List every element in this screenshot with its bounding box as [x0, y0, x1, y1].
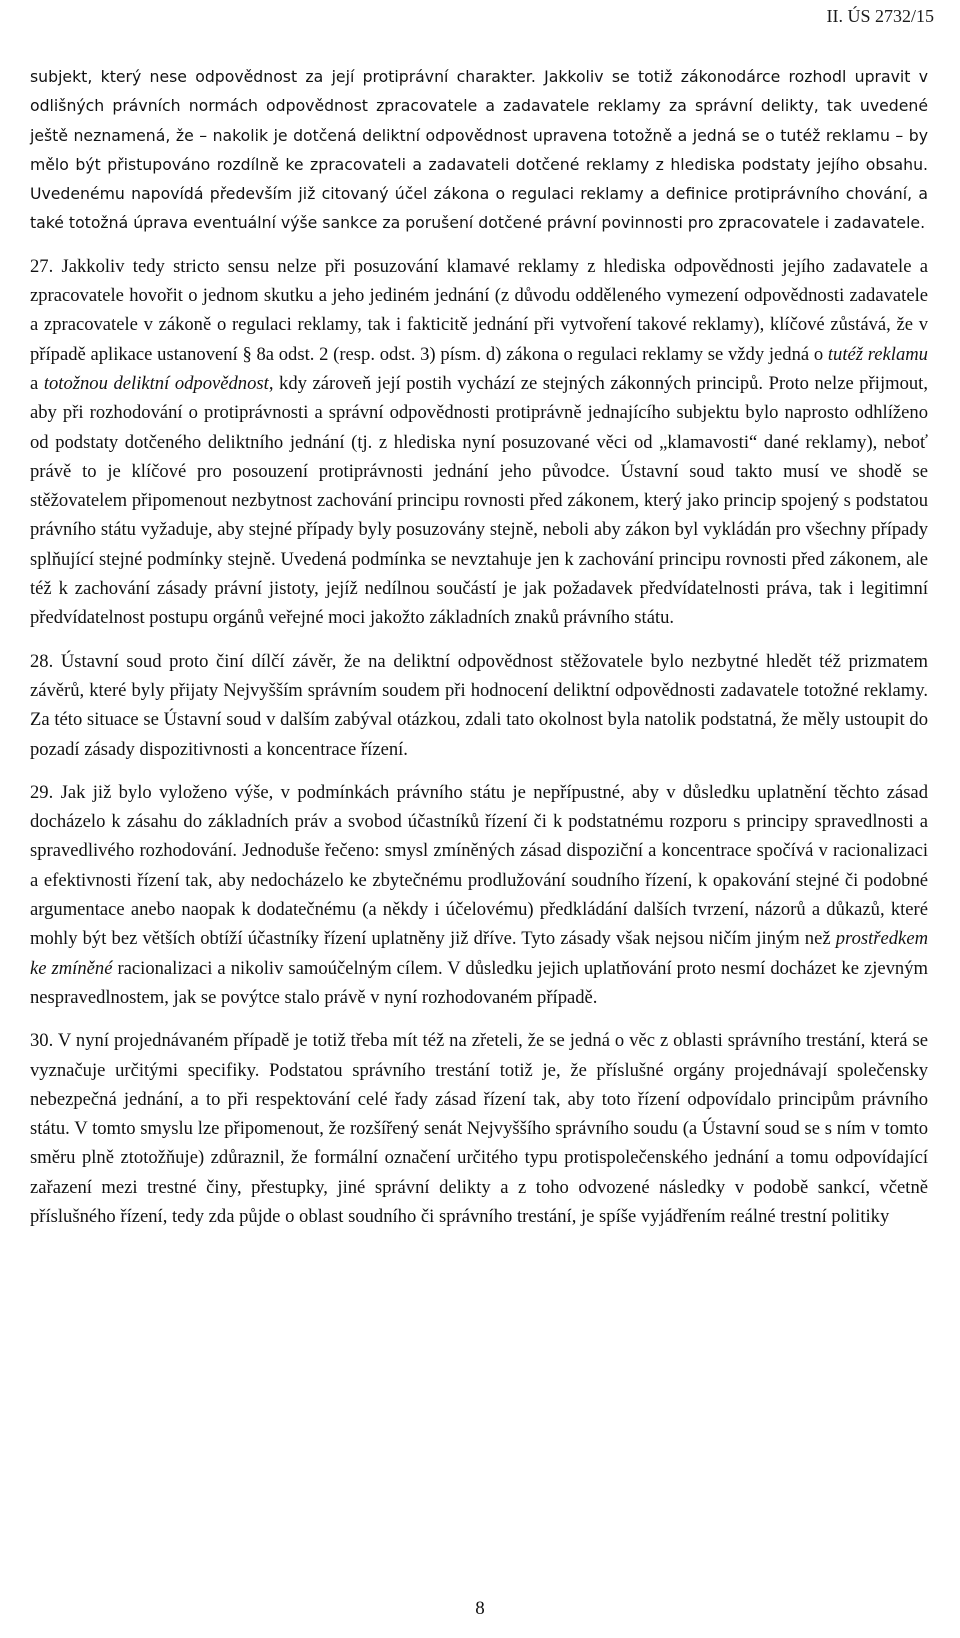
- paragraph-29-text-a: 29. Jak již bylo vyloženo výše, v podmínkách právního státu je nepřípustné, aby v důsledku uplatnění těchto zásad docházelo k zásahu do základních práv a svobod účastníků řízení či k podstatnému rozporu s principy spravedlnosti a spravedlivého rozhodování. Jednoduše řečeno: smysl zmíněných zásad dispoziční a koncentrace spočívá v racionalizaci a efektivnosti řízení tak, aby nedocházelo ke zbytečnému prodlužování soudního řízení, k opakování stejné či podobné argumentace anebo naopak k dodatečnému (a někdy i účelovému) předkládání dalších tvrzení, názorů a důkazů, které mohly být bez větších obtíží účastníky řízení uplatněny již dříve. Tyto zásady však nejsou ničím jiným než: [30, 781, 928, 950]
- paragraph-27: [30, 252, 928, 633]
- paragraph-29-text-b: racionalizaci a nikoliv samoúčelným cílem. V důsledku jejich uplatňování proto nesmí docházet ke zjevným nespravedlnostem, jak se povýtce stalo právě v nyní rozhodovaném případě.: [30, 957, 928, 1008]
- paragraph-29-italic-means: prostředkem ke zmíněné: [30, 928, 928, 979]
- paragraph-30: 30. V nyní projednávaném případě je totiž třeba mít též na zřeteli, že se jedná o věc z oblasti správního trestání, která se vyznačuje určitými specifiky. Podstatou správního trestání totiž je, že příslušné orgány projednávají společensky nebezpečná jednání, a to při respektování celé řady zásad řízení tak, aby toto řízení odpovídalo principům právního státu. V tomto smyslu lze připomenout, že rozšířený senát Nejvyššího správního soudu (a Ústavní soud se s ním v tomto směru plně ztotožňuje) zdůraznil, že formální označení určitého typu protispolečenského jednání a tomu odpovídající zařazení mezi trestné činy, přestupky, jiné správní delikty a z toho odvozené následky v podobě sankcí, včetně příslušného řízení, tedy zda půjde o oblast soudního či správního trestání, je spíše vyjádřením reálné trestní politiky: [30, 1030, 928, 1227]
- case-number-header: II. ÚS 2732/15: [826, 6, 934, 26]
- paragraph-27-text-c: , kdy zároveň její postih vychází ze stejných zákonných principů. Proto nelze přijmout, aby při rozhodování o protiprávnosti a správní odpovědnosti protiprávně jednajícího subjektu bylo naprosto odhlíženo od podstaty dotčeného deliktního jednání (tj. z hlediska nyní posuzované věci od „klamavosti“ dané reklamy), neboť právě to je klíčové pro posouzení protiprávnosti jednání jeho původce. Ústavní soud takto musí ve shodě se stěžovatelem připomenout nezbytnost zachování principu rovnosti před zákonem, který jako princip spojený s podstatou právního státu vyžaduje, aby stejné případy byly posuzovány stejně, neboli aby zákon byl vykládán pro všechny případy splňující stejné podmínky stejně. Uvedená podmínka se nevztahuje jen k zachování principu rovnosti před zákonem, ale též k zachování zásady právní jistoty, jejíž nedílnou součástí je jak požadavek předvídatelnosti práva, tak i legitimní předvídatelnost postupu orgánů veřejné moci jakožto základních znaků právního státu.: [30, 372, 928, 629]
- paragraph-27-italic-same-advert: tutéž reklamu: [827, 343, 928, 365]
- paragraph-intro: subjekt, který nese odpovědnost za její protiprávní charakter. Jakkoliv se totiž zákonodárce rozhodl upravit v odlišných právních normách odpovědnost zpracovatele a zadavatele reklamy za správní delikty, tak uvedené ještě neznamená, že – nakolik je dotčená deliktní odpovědnost upravena totožně a jedná se o tutéž reklamu – by mělo být přistupováno rozdílně ke zpracovateli a zadavateli dotčené reklamy z hlediska podstaty jejího obsahu. Uvedenému napovídá především již citovaný účel zákona o regulaci reklamy a definice protiprávního chování, a také totožná úprava eventuální výše sankce za porušení dotčené právní povinnosti pro zpracovatele i zadavatele.: [30, 67, 928, 233]
- paragraph-29: [30, 778, 928, 1012]
- paragraph-28: 28. Ústavní soud proto činí dílčí závěr, že na deliktní odpovědnost stěžovatele bylo nezbytné hledět též prizmatem závěrů, které byly přijaty Nejvyšším správním soudem při hodnocení deliktní odpovědnosti zadavatele totožné reklamy. Za této situace se Ústavní soud v dalším zabýval otázkou, zdali tato okolnost byla natolik podstatná, že měly ustoupit do pozadí zásady dispozitivnosti a koncentrace řízení.: [30, 650, 928, 760]
- document-body: [30, 62, 928, 1231]
- paragraph-27-text-a: 27. Jakkoliv tedy stricto sensu nelze při posuzování klamavé reklamy z hlediska odpovědnosti jejího zadavatele a zpracovatele hovořit o jednom skutku a jeho jediném jednání (z důvodu odděleného vymezení odpovědnosti zadavatele a zpracovatele v zákoně o regulaci reklamy, tak i fakticitě jednání při vytvoření takové reklamy), klíčové zůstává, že v případě aplikace ustanovení § 8a odst. 2 (resp. odst. 3) písm. d) zákona o regulaci reklamy se vždy jedná o: [30, 255, 928, 365]
- paragraph-27-text-b: a: [30, 372, 44, 394]
- paragraph-27-italic-same-liability: totožnou deliktní odpovědnost: [43, 372, 269, 394]
- page-number: 8: [475, 1598, 485, 1619]
